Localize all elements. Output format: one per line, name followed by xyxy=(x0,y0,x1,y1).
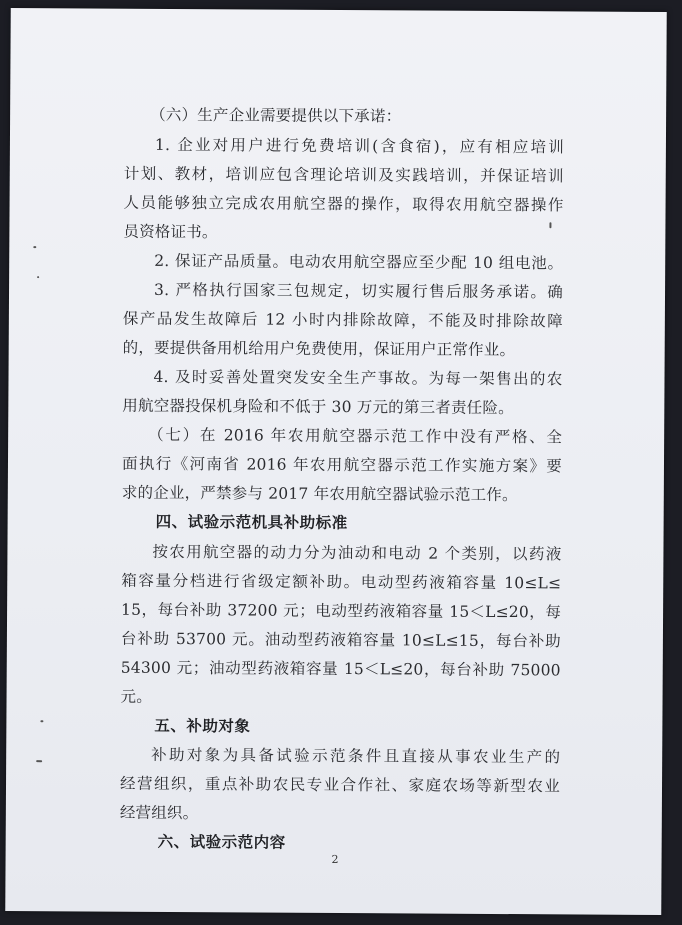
body-line: 按农用航空器的动力分为油动和电动 2 个类别，以药液 xyxy=(152,542,562,564)
body-line: 的，要提供备用机给用户免费使用，保证用户正常作业。 xyxy=(122,338,516,360)
body-line: 经营组织，重点补助农民专业合作社、家庭农场等新型农业 xyxy=(119,774,561,796)
clause-six-heading: （六）生产企业需要提供以下承诺： xyxy=(150,105,402,126)
body-line: 保产品发生故障后 12 小时内排除故障，不能及时排除故障 xyxy=(122,309,563,331)
scan-speck xyxy=(37,276,39,278)
scan-speck xyxy=(549,222,551,228)
body-line: 计划、教材，培训应包含理论培训及实践培训，并保证培训 xyxy=(123,164,564,186)
body-line: 经营组织。 xyxy=(119,803,199,823)
page-number: 2 xyxy=(331,852,339,867)
section-four-heading: 四、试验示范机具补助标准 xyxy=(155,511,348,533)
body-line: 补助对象为具备试验示范条件且直接从事农业生产的 xyxy=(151,745,561,767)
body-line: 台补助 53700 元。油动型药液箱容量 10≤L≤15，每台补助 xyxy=(120,629,561,651)
body-line: 面执行《河南省 2016 年农用航空器示范工作实施方案》要 xyxy=(121,454,563,476)
body-line: 用航空器投保机身险和不低于 30 万元的第三者责任险。 xyxy=(122,396,514,418)
body-line: 求的企业，严禁参与 2017 年农用航空器试验示范工作。 xyxy=(121,483,518,505)
scan-speck xyxy=(33,246,36,248)
body-line: 箱容量分档进行省级定额补助。电动型药液箱容量 10≤L≤ xyxy=(121,571,562,593)
body-line: 元。 xyxy=(120,687,153,706)
scan-speck xyxy=(36,760,42,762)
document-body xyxy=(5,8,667,915)
body-line: 人员能够独立完成农用航空器的操作，取得农用航空器操作 xyxy=(123,193,564,215)
section-six-heading: 六、试验示范内容 xyxy=(157,831,286,852)
body-line: 3. 严格执行国家三包规定，切实履行售后服务承诺。确 xyxy=(153,280,564,302)
body-line: 员资格证书。 xyxy=(123,222,218,242)
scan-speck xyxy=(40,720,43,722)
document-page xyxy=(5,8,667,915)
body-line: 54300 元；油动型药液箱容量 15＜L≤20，每台补助 75000 xyxy=(120,658,561,680)
body-line: 4. 及时妥善处置突发安全生产事故。为每一架售出的农 xyxy=(153,367,563,389)
body-line: 1. 企业对用户进行免费培训(含食宿)，应有相应培训 xyxy=(154,135,564,157)
body-line: 15，每台补助 37200 元；电动型药液箱容量 15＜L≤20，每 xyxy=(121,600,562,622)
clause-seven-line: （七）在 2016 年农用航空器示范工作中没有严格、全 xyxy=(148,425,563,447)
section-five-heading: 五、补助对象 xyxy=(154,715,251,736)
body-line: 2. 保证产品质量。电动农用航空器应至少配 10 组电池。 xyxy=(154,251,564,273)
